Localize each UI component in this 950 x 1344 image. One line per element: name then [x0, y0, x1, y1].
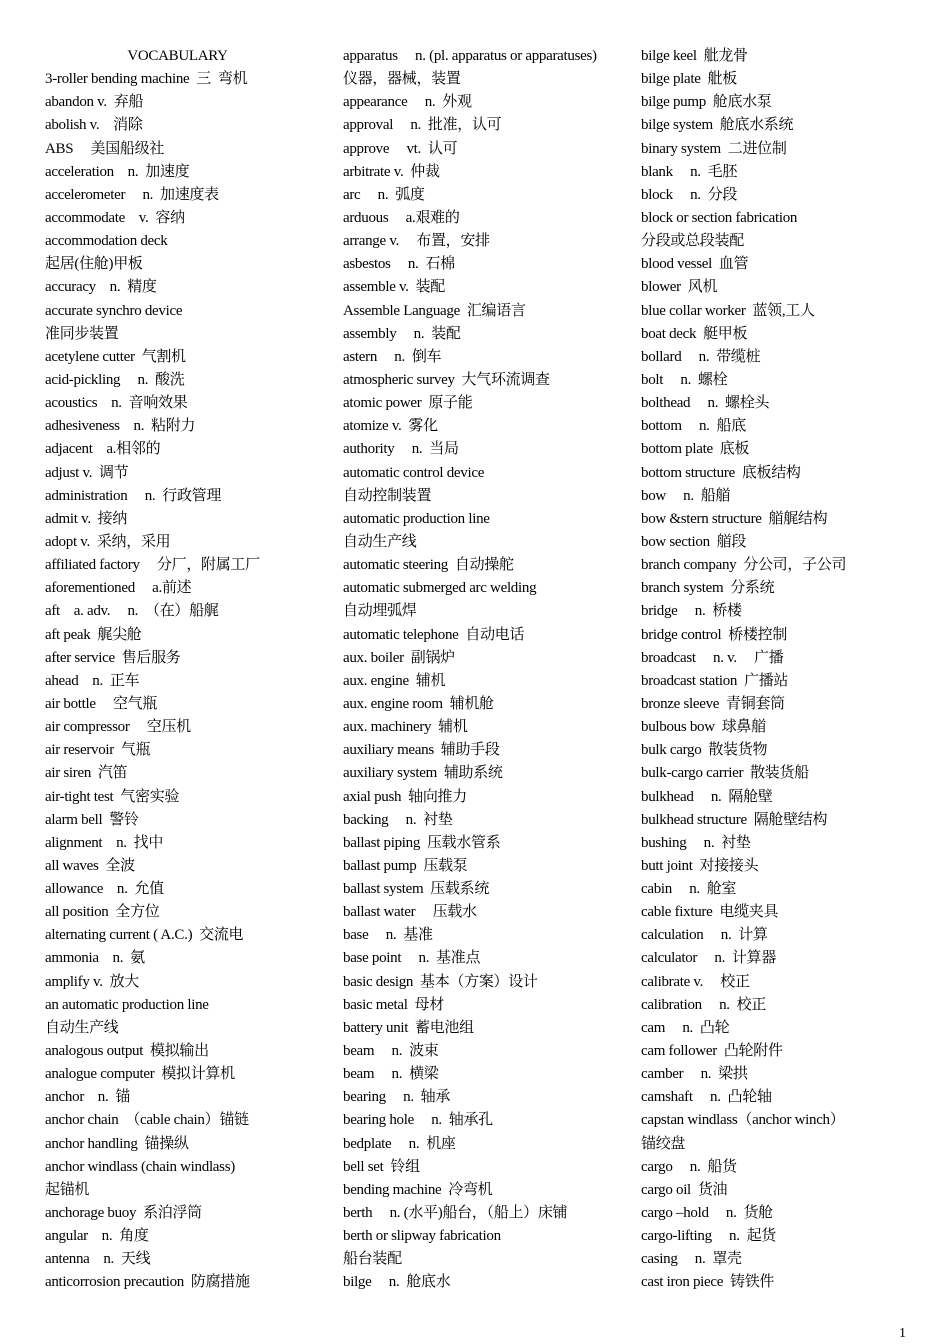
vocabulary-entry: bulbous bow 球鼻艏 — [641, 719, 766, 736]
vocabulary-entry: aft peak 艉尖舱 — [45, 626, 142, 643]
vocabulary-entry: aux. machinery 辅机 — [343, 719, 468, 736]
vocabulary-entry: air bottle 空气瓶 — [45, 695, 158, 712]
vocabulary-entry: appearance n. 外观 — [343, 94, 472, 111]
vocabulary-entry: accelerometer n. 加速度表 — [45, 186, 219, 203]
vocabulary-entry: acid-pickling n. 酸洗 — [45, 371, 185, 388]
vocabulary-entry: cargo n. 船货 — [641, 1158, 737, 1175]
vocabulary-entry: cargo oil 货油 — [641, 1181, 728, 1198]
vocabulary-entry: berth n. (水平)船台，（船上）床铺 — [343, 1205, 568, 1222]
vocabulary-entry: 自动控制装置 — [343, 487, 432, 504]
vocabulary-entry: cam n. 凸轮 — [641, 1019, 730, 1036]
vocabulary-entry: administration n. 行政管理 — [45, 487, 222, 504]
vocabulary-entry: bilge plate 舭板 — [641, 71, 737, 88]
vocabulary-entry: camber n. 梁拱 — [641, 1066, 748, 1083]
vocabulary-entry: 3-roller bending machine 三 弯机 — [45, 71, 248, 88]
vocabulary-entry: automatic steering 自动操舵 — [343, 557, 514, 574]
vocabulary-entry: bilge system 舱底水系统 — [641, 117, 794, 134]
vocabulary-entry: 准同步装置 — [45, 325, 119, 342]
vocabulary-entry: alignment n. 找中 — [45, 834, 164, 851]
vocabulary-entry: battery unit 蓄电池组 — [343, 1019, 474, 1036]
vocabulary-entry: ballast pump 压载泵 — [343, 857, 468, 874]
vocabulary-entry: base point n. 基准点 — [343, 950, 481, 967]
vocabulary-entry: blower 风机 — [641, 279, 718, 296]
page-title: VOCABULARY — [127, 48, 228, 64]
vocabulary-entry: calculation n. 计算 — [641, 927, 768, 944]
vocabulary-entry: cargo-lifting n. 起货 — [641, 1228, 777, 1245]
vocabulary-entry: accommodation deck — [45, 233, 168, 250]
vocabulary-entry: antenna n. 天线 — [45, 1251, 151, 1268]
vocabulary-entry: approve vt. 认可 — [343, 140, 458, 157]
vocabulary-entry: accommodate v. 容纳 — [45, 209, 185, 226]
vocabulary-entry: air siren 汽笛 — [45, 765, 128, 782]
vocabulary-entry: 分段或总段装配 — [641, 233, 744, 250]
vocabulary-entry: air compressor 空压机 — [45, 719, 191, 736]
vocabulary-entry: adhesiveness n. 粘附力 — [45, 418, 196, 435]
vocabulary-column-1 — [45, 45, 335, 1295]
page-number: 1 — [899, 1326, 906, 1341]
vocabulary-entry: bending machine 冷弯机 — [343, 1181, 493, 1198]
vocabulary-entry: broadcast n. v. 广播 — [641, 649, 784, 666]
vocabulary-entry: anchorage buoy 系泊浮筒 — [45, 1205, 202, 1222]
vocabulary-entry: allowance n. 允值 — [45, 881, 164, 898]
vocabulary-entry: arbitrate v. 仲裁 — [343, 163, 440, 180]
vocabulary-entry: basic metal 母材 — [343, 996, 444, 1013]
vocabulary-entry: ballast system 压载系统 — [343, 881, 490, 898]
vocabulary-entry: blue collar worker 蓝领,工人 — [641, 302, 815, 319]
vocabulary-entry: aux. engine 辅机 — [343, 672, 446, 689]
vocabulary-entry: branch company 分公司，子公司 — [641, 557, 847, 574]
vocabulary-entry: automatic telephone 自动电话 — [343, 626, 525, 643]
vocabulary-entry: bulkhead n. 隔舱壁 — [641, 788, 773, 805]
vocabulary-entry: all waves 全波 — [45, 857, 135, 874]
vocabulary-entry: bulkhead structure 隔舱壁结构 — [641, 811, 828, 828]
vocabulary-entry: 起居(住舱)甲板 — [45, 256, 143, 273]
vocabulary-entry: arduous a.艰难的 — [343, 209, 460, 226]
vocabulary-entry: 自动生产线 — [45, 1019, 119, 1036]
vocabulary-entry: bilge n. 舱底水 — [343, 1274, 451, 1291]
vocabulary-entry: ahead n. 正车 — [45, 672, 140, 689]
vocabulary-entry: bow section 艏段 — [641, 533, 747, 550]
vocabulary-entry: backing n. 衬垫 — [343, 811, 453, 828]
vocabulary-entry: bilge pump 舱底水泵 — [641, 94, 772, 111]
vocabulary-entry: aforementioned a.前述 — [45, 580, 192, 597]
vocabulary-entry: bolthead n. 螺栓头 — [641, 395, 770, 412]
vocabulary-entry: broadcast station 广播站 — [641, 672, 789, 689]
vocabulary-entry: axial push 轴向推力 — [343, 788, 467, 805]
vocabulary-entry: automatic submerged arc welding — [343, 580, 537, 597]
vocabulary-column-2 — [343, 45, 633, 1295]
vocabulary-entry: affiliated factory 分厂，附属工厂 — [45, 557, 260, 574]
vocabulary-entry: bollard n. 带缆桩 — [641, 348, 761, 365]
vocabulary-entry: calculator n. 计算器 — [641, 950, 777, 967]
vocabulary-entry: blood vessel 血管 — [641, 256, 749, 273]
vocabulary-entry: bow n. 船艏 — [641, 487, 731, 504]
vocabulary-entry: butt joint 对接接头 — [641, 857, 759, 874]
vocabulary-entry: authority n. 当局 — [343, 441, 459, 458]
vocabulary-entry: cabin n. 舱室 — [641, 881, 737, 898]
vocabulary-entry: bolt n. 螺栓 — [641, 371, 728, 388]
vocabulary-entry: block n. 分段 — [641, 186, 738, 203]
vocabulary-entry: cast iron piece 铸铁件 — [641, 1274, 775, 1291]
vocabulary-entry: bottom plate 底板 — [641, 441, 750, 458]
vocabulary-entry: atmospheric survey 大气环流调查 — [343, 371, 550, 388]
vocabulary-entry: 自动埋弧焊 — [343, 603, 417, 620]
vocabulary-entry: air reservoir 气瓶 — [45, 742, 151, 759]
vocabulary-entry: 自动生产线 — [343, 533, 417, 550]
vocabulary-entry: 船台装配 — [343, 1251, 402, 1268]
vocabulary-entry: auxiliary system 辅助系统 — [343, 765, 503, 782]
vocabulary-entry: amplify v. 放大 — [45, 973, 139, 990]
vocabulary-entry: aux. engine room 辅机舱 — [343, 695, 494, 712]
vocabulary-entry: acetylene cutter 气割机 — [45, 348, 186, 365]
vocabulary-entry: casing n. 罩壳 — [641, 1251, 742, 1268]
vocabulary-entry: admit v. 接纳 — [45, 510, 128, 527]
vocabulary-entry: atomize v. 雾化 — [343, 418, 438, 435]
vocabulary-entry: cable fixture 电缆夹具 — [641, 904, 779, 921]
vocabulary-entry: acceleration n. 加速度 — [45, 163, 190, 180]
vocabulary-entry: ammonia n. 氨 — [45, 950, 145, 967]
vocabulary-entry: ABS 美国船级社 — [45, 140, 165, 157]
vocabulary-entry: adjacent a.相邻的 — [45, 441, 161, 458]
vocabulary-entry: assemble v. 装配 — [343, 279, 446, 296]
vocabulary-entry: binary system 二进位制 — [641, 140, 787, 157]
vocabulary-entry: accurate synchro device — [45, 302, 183, 319]
vocabulary-entry: aux. boiler 副锅炉 — [343, 649, 455, 666]
vocabulary-entry: cam follower 凸轮附件 — [641, 1043, 783, 1060]
vocabulary-entry: bearing n. 轴承 — [343, 1089, 451, 1106]
vocabulary-entry: automatic control device — [343, 464, 485, 481]
vocabulary-entry: calibrate v. 校正 — [641, 973, 750, 990]
vocabulary-entry: abolish v. 消除 — [45, 117, 143, 134]
vocabulary-entry: bottom structure 底板结构 — [641, 464, 801, 481]
vocabulary-entry: adopt v. 采纳，采用 — [45, 533, 171, 550]
vocabulary-entry: cargo –hold n. 货舱 — [641, 1205, 773, 1222]
vocabulary-entry: approval n. 批准，认可 — [343, 117, 502, 134]
vocabulary-column-3 — [641, 45, 931, 1295]
vocabulary-entry: beam n. 横梁 — [343, 1066, 439, 1083]
vocabulary-entry: 起锚机 — [45, 1181, 90, 1198]
vocabulary-entry: arc n. 弧度 — [343, 186, 425, 203]
vocabulary-entry: bridge control 桥楼控制 — [641, 626, 788, 643]
vocabulary-entry: alarm bell 警铃 — [45, 811, 139, 828]
vocabulary-entry: boat deck 艇甲板 — [641, 325, 748, 342]
vocabulary-entry: air-tight test 气密实验 — [45, 788, 180, 805]
vocabulary-entry: ballast piping 压载水管系 — [343, 834, 501, 851]
vocabulary-entry: an automatic production line — [45, 996, 209, 1013]
vocabulary-entry: block or section fabrication — [641, 209, 798, 226]
vocabulary-entry: accuracy n. 精度 — [45, 279, 157, 296]
vocabulary-entry: bulk cargo 散装货物 — [641, 742, 768, 759]
vocabulary-entry: bow &stern structure 艏艉结构 — [641, 510, 828, 527]
vocabulary-entry: anchor handling 锚操纵 — [45, 1135, 189, 1152]
vocabulary-entry: calibration n. 校正 — [641, 996, 767, 1013]
vocabulary-entry: bell set 铃组 — [343, 1158, 420, 1175]
vocabulary-entry: bedplate n. 机座 — [343, 1135, 456, 1152]
vocabulary-entry: 仪器，器械，装置 — [343, 71, 461, 88]
vocabulary-entry: assembly n. 装配 — [343, 325, 461, 342]
vocabulary-entry: berth or slipway fabrication — [343, 1228, 501, 1245]
vocabulary-entry: branch system 分系统 — [641, 580, 775, 597]
vocabulary-entry: base n. 基准 — [343, 927, 433, 944]
vocabulary-entry: analogous output 模拟输出 — [45, 1043, 209, 1060]
vocabulary-entry: aft a. adv. n. （在）船艉 — [45, 603, 219, 620]
vocabulary-entry: beam n. 波束 — [343, 1043, 439, 1060]
vocabulary-entry: bushing n. 衬垫 — [641, 834, 751, 851]
vocabulary-entry: analogue computer 模拟计算机 — [45, 1066, 235, 1083]
vocabulary-entry: atomic power 原子能 — [343, 395, 473, 412]
vocabulary-entry: apparatus n. (pl. apparatus or apparatuses) — [343, 48, 597, 64]
vocabulary-entry: ballast water 压载水 — [343, 904, 477, 921]
vocabulary-entry: angular n. 角度 — [45, 1228, 149, 1245]
vocabulary-entry: astern n. 倒车 — [343, 348, 442, 365]
vocabulary-entry: asbestos n. 石棉 — [343, 256, 455, 273]
vocabulary-entry: blank n. 毛胚 — [641, 163, 738, 180]
vocabulary-entry: anchor windlass (chain windlass) — [45, 1158, 235, 1175]
vocabulary-entry: bulk-cargo carrier 散装货船 — [641, 765, 809, 782]
vocabulary-entry: anchor chain （cable chain）锚链 — [45, 1112, 249, 1129]
vocabulary-entry: bottom n. 船底 — [641, 418, 746, 435]
vocabulary-entry: capstan windlass（anchor winch） — [641, 1112, 845, 1129]
vocabulary-entry: bearing hole n. 轴承孔 — [343, 1112, 493, 1129]
vocabulary-entry: anticorrosion precaution 防腐措施 — [45, 1274, 250, 1291]
vocabulary-entry: bronze sleeve 青铜套筒 — [641, 695, 785, 712]
vocabulary-entry: basic design 基本（方案）设计 — [343, 973, 538, 990]
vocabulary-entry: automatic production line — [343, 510, 490, 527]
vocabulary-entry: after service 售后服务 — [45, 649, 181, 666]
vocabulary-entry: all position 全方位 — [45, 904, 160, 921]
vocabulary-entry: camshaft n. 凸轮轴 — [641, 1089, 772, 1106]
vocabulary-entry: 锚绞盘 — [641, 1135, 686, 1152]
vocabulary-entry: abandon v. 弃船 — [45, 94, 144, 111]
vocabulary-entry: adjust v. 调节 — [45, 464, 129, 481]
vocabulary-entry: arrange v. 布置，安排 — [343, 233, 490, 250]
vocabulary-entry: anchor n. 锚 — [45, 1089, 131, 1106]
vocabulary-entry: alternating current ( A.C.) 交流电 — [45, 927, 244, 944]
vocabulary-entry: Assemble Language 汇编语言 — [343, 302, 526, 319]
vocabulary-entry: bridge n. 桥楼 — [641, 603, 742, 620]
vocabulary-entry: acoustics n. 音响效果 — [45, 395, 188, 412]
vocabulary-entry: auxiliary means 辅助手段 — [343, 742, 500, 759]
vocabulary-entry: bilge keel 舭龙骨 — [641, 48, 748, 64]
